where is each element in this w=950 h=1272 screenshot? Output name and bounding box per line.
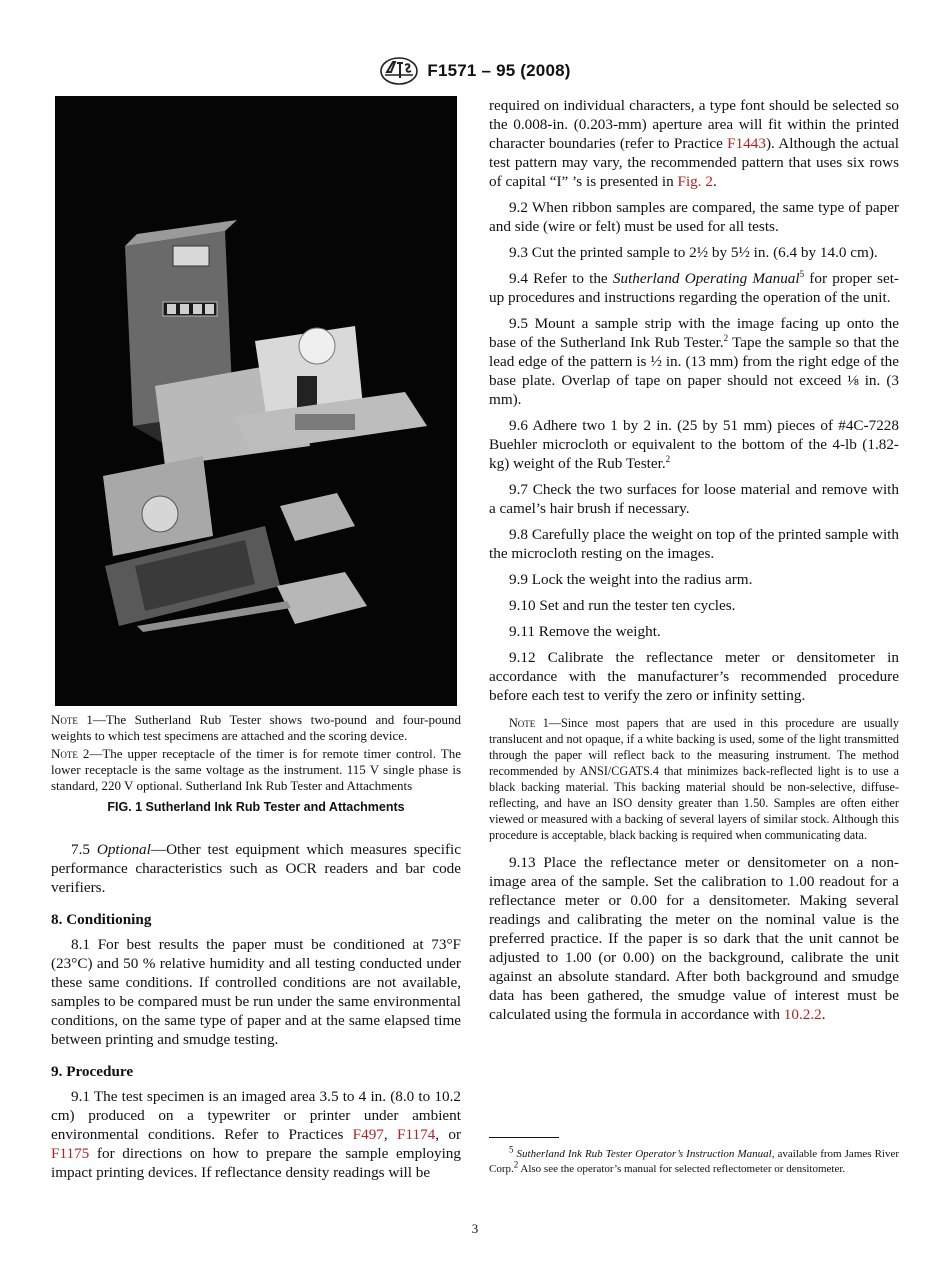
paragraph-text: for proper set-up procedures and instructions regarding the operation of the unit. (489, 270, 899, 306)
paragraph-9-4 (489, 269, 899, 307)
footnote-text: Also see the operator’s manual for selected reflectometer or densitometer. (518, 1163, 846, 1175)
paragraph-text: 9.6 Adhere two 1 by 2 in. (25 by 51 mm) pieces of #4C-7228 Buehler microcloth or equivalent to the bottom of the 4-lb (1.82-kg) weight of the Rub Tester. (489, 417, 899, 472)
paragraph-text: —Other test equipment which measures specific performance characteristics such as OCR readers and bar code verifiers. (51, 841, 461, 896)
separator: , or (435, 1126, 462, 1143)
footnote-5 (489, 1144, 900, 1177)
footnote-number: 5 (509, 1144, 514, 1155)
paragraph-9-10: 9.10 Set and run the tester ten cycles. (509, 597, 736, 614)
footnote-ref[interactable]: 2 (513, 1159, 519, 1170)
link-f497[interactable]: F497 (352, 1126, 384, 1143)
footnote-ref[interactable]: 5 (799, 268, 805, 279)
figure-caption: FIG. 1 Sutherland Ink Rub Tester and Attachments (107, 800, 405, 814)
link-f1175[interactable]: F1175 (51, 1145, 90, 1162)
link-f1443[interactable]: F1443 (727, 135, 766, 152)
note-label: Note (51, 712, 78, 727)
paragraph-8-1: 8.1 For best results the paper must be conditioned at 73°F (23°C) and 50 % relative humidity and all testing conducted under these same conditions. If controlled conditions are not available, samples to be compared must be run under the same environmental conditions, on the same type of paper and at the same elapsed time between printing and smudge testing. (51, 936, 461, 1048)
paragraph-9-5 (489, 314, 899, 409)
link-fig-2[interactable]: Fig. 2 (677, 173, 713, 190)
paragraph-9-7: 9.7 Check the two surfaces for loose material and remove with a camel’s hair brush if necessary. (489, 481, 899, 517)
procedure-note-1 (489, 715, 899, 843)
document-id: F1571 – 95 (2008) (427, 61, 571, 80)
footnote-ref[interactable]: 2 (723, 332, 729, 343)
italic-term: Optional (96, 841, 151, 858)
paragraph-9-13 (489, 853, 899, 1024)
paragraph-9-11: 9.11 Remove the weight. (509, 623, 661, 640)
astm-logo-icon (379, 56, 419, 86)
note-label: Note (509, 716, 536, 730)
figure-note-2 (51, 746, 461, 794)
paragraph-text: ). Although the actual test pattern may vary, the recommended pattern that uses six rows of capital “I” ’s is presented in (489, 135, 899, 190)
paragraph-9-2: 9.2 When ribbon samples are compared, the same type of paper and side (wire or felt) must be used for all tests. (489, 199, 899, 235)
paragraph-number: 7.5 (71, 841, 97, 858)
paragraph-9-9: 9.9 Lock the weight into the radius arm. (509, 571, 753, 588)
paragraph-text: 9.13 Place the reflectance meter or densitometer on a non-image area of the sample. Set the calibration to 1.00 readout for a reflectance meter or 0.00 for a densitometer. Making several readings and calibrating the meter on the nominal value is the preferred practice. If the paper is so dark that the unit cannot be adjusted to 1.00 (or 0.00) on the background, calibrate the unit against an absolute standard. After both background and smudge data has been gathered, the smudge value of interest must be calculated using the formula in accordance with (489, 854, 899, 1023)
paragraph-9-6 (489, 416, 899, 473)
note-text: 1—The Sutherland Rub Tester shows two-pound and four-pound weights to which test specimens are attached and the scoring device. (51, 712, 461, 743)
paragraph-text: 9.1 The test specimen is an imaged area 3.5 to 4 in. (8.0 to 10.2 cm) produced on a typewriter or printer under ambient environmental conditions. Refer to Practices (51, 1088, 461, 1143)
figure-1-photo (55, 96, 457, 706)
note-label: Note (51, 746, 78, 761)
note-text: 1—Since most papers that are used in this procedure are usually translucent and not opaque, if a white backing is used, some of the light transmitted through the paper will reflect back to the measuring instrument. The method recommended by ANSI/CGATS.4 that minimizes back-reflected light is to use a black backing material. This backing material should be non-selective, diffuse-reflecting, and have an ISO density greater than 1.50. Samples are often either viewed or measured with a backing of several layers of similar stock. Although this procedure is acceptable, black backing is required when communicating data. (489, 716, 899, 842)
page-header (0, 56, 950, 86)
paragraph-9-12: 9.12 Calibrate the reflectance meter or densitometer in accordance with the manufacturer’s recommended procedure before each test to verify the zero or infinity setting. (489, 649, 899, 704)
paragraph-text: . (712, 173, 717, 190)
paragraph-9-3: 9.3 Cut the printed sample to 2½ by 5½ in. (6.4 by 14.0 cm). (509, 244, 878, 261)
footnote-ref[interactable]: 2 (665, 453, 671, 464)
paragraph-text: required on individual characters, a type font should be selected so the 0.008-in. (0.203-mm) aperture area will fit within the printed character boundaries (refer to Practice (489, 97, 899, 152)
footnote-divider (489, 1137, 559, 1138)
paragraph-9-1-continued (489, 96, 899, 191)
paragraph-text: 9.5 Mount a sample strip with the image facing up onto the base of the Sutherland Ink Rub Tester. (489, 315, 899, 351)
italic-title: Sutherland Operating Manual (612, 270, 800, 287)
paragraph-text: for directions on how to prepare the sample employing impact printing devices. If reflectance density readings will be (51, 1145, 461, 1181)
section-heading-8: 8. Conditioning (51, 911, 152, 928)
link-10-2-2[interactable]: 10.2.2 (783, 1006, 822, 1023)
figure-notes (51, 712, 461, 794)
paragraph-text: Tape the sample so that the lead edge of the pattern is ½ in. (13 mm) from the right edge of the base plate. Overlap of tape on paper should not exceed ⅛ in. (3 mm). (489, 334, 899, 408)
paragraph-text: 9.4 Refer to the (509, 270, 613, 287)
separator: , (383, 1126, 397, 1143)
rub-tester-illustration (55, 96, 457, 706)
page-number: 3 (471, 1221, 479, 1236)
figure-note-1 (51, 712, 461, 744)
paragraph-7-5 (51, 840, 461, 897)
footnote-text: , available from James River Corp. (489, 1148, 900, 1175)
note-text: 2—The upper receptacle of the timer is for remote timer control. The lower receptacle is the same voltage as the instrument. 115 V single phase is standard, 220 V optional. Sutherland Ink Rub Tester and Attachments (51, 746, 461, 793)
link-f1174[interactable]: F1174 (397, 1126, 436, 1143)
paragraph-text: . (821, 1006, 826, 1023)
paragraph-9-1 (51, 1087, 461, 1182)
footnote-title: Sutherland Ink Rub Tester Operator’s Instruction Manual (516, 1148, 772, 1160)
section-heading-9: 9. Procedure (51, 1063, 134, 1080)
paragraph-9-8: 9.8 Carefully place the weight on top of the printed sample with the microcloth resting on the images. (489, 526, 899, 562)
left-column (51, 96, 461, 1189)
right-column (489, 96, 899, 1031)
